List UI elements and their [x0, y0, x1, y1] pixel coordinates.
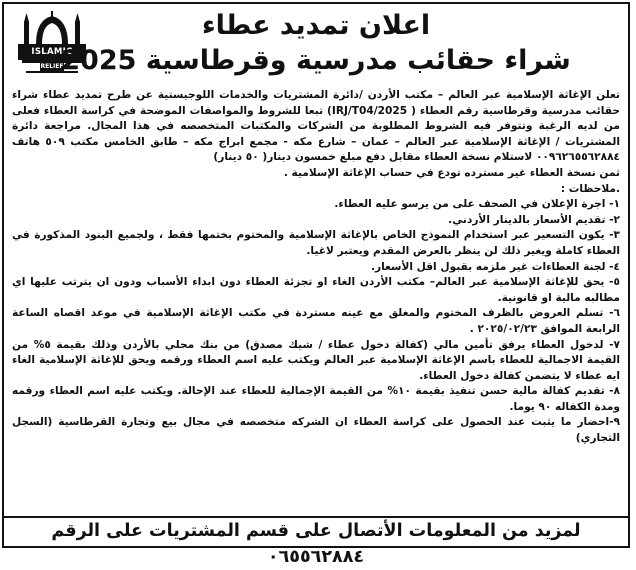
note-item: ٩-احضار ما يثبت عند الحصول على كراسة العطاء ان الشركه متخصصه في مجال بيع وتجارة القرطاسية (السجل التجاري) [12, 416, 620, 445]
logo-subtext: RELIEF [40, 63, 64, 70]
note-item: ٣- يكون التسعير عبر استخدام النموذج الخاص بالإغاثة الإسلامية والمختوم بختمها فقط ، ولجميع البنود المذكورة في العطاء كاملة ويغير ذلك لن ينظر بالعرض المقدم ويعتبر لاغيا. [12, 229, 620, 257]
intro-paragraph: تعلن الإغاثة الإسلامية عبر العالم – مكتب الأردن /دائرة المشتريات والخدمات اللوجيستية عن طرح تمديد عطاء شراء حقائب مدرسية وقرطاسية رقم العطاء ( IRJ/T04/2025) تبعا للشروط والمواصفات الموضحة في كراسة العطاء فعلى من لديه الرغبة وتتوفر فيه الشروط المطلوبة من الشركات والمكتبات المتخصصه في هذا المجال. مراجعة دائرة المشتريات / الإغاثة الإسلامية عبر العالم – عمان – شارع مكه - مجمع ابراج مكه – طابق الخامس مكتب ٥٠٩ هاتف ٠٠٩٦٢٦٥٥٦٢٨٨٤ لاستلام نسخة العطاء مقابل دفع مبلغ خمسون دينار( ٥٠ دينار) [12, 89, 621, 164]
note-item: ٦- تسلم العروض بالظرف المختوم والمغلق مع عينه مستردة في مكتب الإغاثة الإسلامية في موعد اقصاه الساعة الرابعة الموافق ٢٠٢٥/٠٢/٢٣ . [12, 307, 620, 335]
note-item: ١- اجرة الإعلان في الصحف على من يرسو عليه العطاء. [334, 198, 620, 211]
logo-text: ISLAMIC [18, 44, 86, 60]
note-item: ٤- لجنة العطاءات غير ملزمه بقبول اقل الأسعار. [370, 260, 620, 273]
announcement-body [12, 88, 620, 447]
header [4, 4, 628, 84]
page-title: اعلان تمديد عطاء [201, 10, 431, 41]
page-subtitle: شراء حقائب مدرسية وقرطاسية 2025 [61, 45, 571, 76]
note-item: ٥- يحق للإغاثة الإسلامية عبر العالم– مكتب الأردن الغاء او تجزئة العطاء دون ابداء الأسباب ودون ان يترتب عليها اي مطالبه مالية او قانونية. [12, 276, 620, 304]
note-item: ٨- تقديم كفالة مالية حسن تنفيذ بقيمة ١٠% من القيمة الإجمالية للعطاء عند الإحالة. ويكتب عليه اسم العطاء ورقمه ومدة الكفاله ٩٠ يوما. [12, 385, 620, 413]
notes-heading: .ملاحظات : [560, 182, 620, 195]
advertisement-frame [2, 2, 630, 567]
contact-footer: لمزيد من المعلومات الأتصال على قسم المشتريات على الرقم ٠٦٥٥٦٢٨٨٤ [4, 516, 628, 546]
intro-fee-note: ثمن نسخة العطاء غير مسترده تودع في حساب الإغاثة الإسلامية . [283, 166, 620, 179]
note-item: ٧- لدخول العطاء يرفق تأمين مالي (كفالة دخول عطاء / شيك مصدق) من بنك محلي بالأردن وذلك بقيمة ٥% من القيمة الاجمالية للعطاء باسم الإغاثة الإسلامية عبر العالم ويكتب عليه اسم العطاء ورقمه ويحق للإغاثة الإسلامية الغاء ايه عطاء لا يتضمن كفالة دخول العطاء. [12, 338, 620, 382]
note-item: ٢- تقديم الأسعار بالدينار الأردني. [448, 213, 620, 226]
